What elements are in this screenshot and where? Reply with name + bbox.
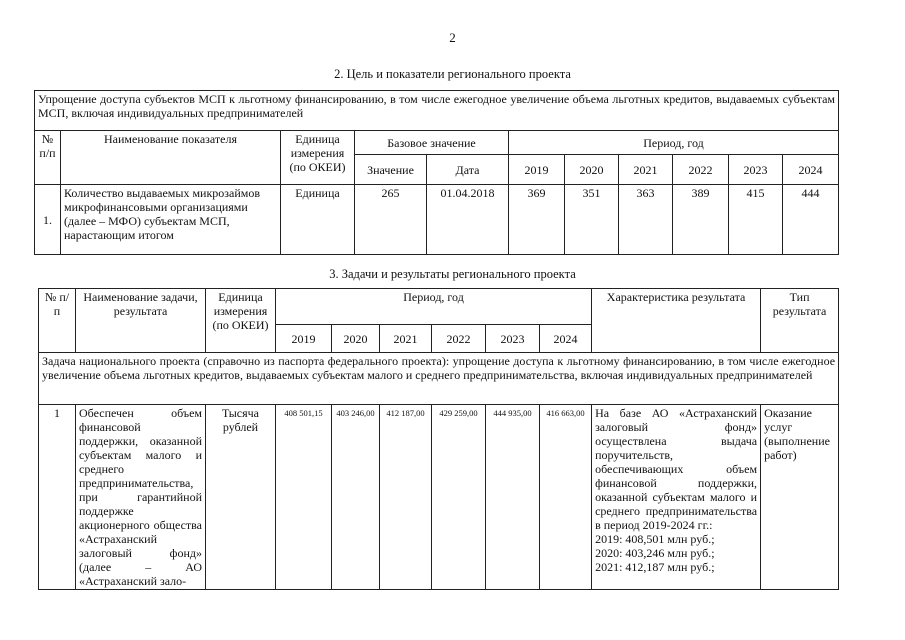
col-name-header: Наименование задачи, результата (76, 289, 206, 353)
col-unit-header: Единица измерения (по ОКЕИ) (281, 131, 355, 185)
results-table (38, 288, 839, 590)
table-row (39, 405, 839, 590)
row-unit: Единица (281, 185, 355, 255)
base-date: 01.04.2018 (427, 185, 509, 255)
year-value: 416 663,00 (540, 405, 592, 590)
col-period-header: Период, год (509, 131, 839, 155)
year-header: 2023 (729, 155, 783, 185)
result-type: Оказание услуг (выполнение работ) (761, 405, 839, 590)
section-2-title: 2. Цель и показатели регионального проекта (334, 67, 571, 81)
col-num-header: № п/п (39, 289, 76, 353)
year-header: 2022 (432, 325, 486, 353)
year-header: 2019 (276, 325, 332, 353)
col-period-header: Период, год (276, 289, 592, 325)
year-value: 444 (783, 185, 839, 255)
col-base-header: Базовое значение (355, 131, 509, 155)
year-header: 2024 (783, 155, 839, 185)
year-value: 351 (565, 185, 619, 255)
row-unit: Тысяча рублей (206, 405, 276, 590)
indicator-name: Количество выдаваемых микрозаймов микрофинансовыми организациями (далее – МФО) субъектам МСП, нарастающим итогом (61, 185, 281, 255)
characteristic-line: 2021: 412,187 млн руб.; (595, 560, 715, 574)
col-num-header: № п/п (35, 131, 61, 185)
row-num: 1 (39, 405, 76, 590)
year-header: 2021 (619, 155, 673, 185)
year-value: 415 (729, 185, 783, 255)
characteristic-text: На базе АО «Астраханский залоговый фонд» осуществлена выдача поручительств, обеспечивающих объем финансовой поддержки, оказанной субъектам малого и среднего предпринимательства в период 2019-2024 гг.: (595, 406, 758, 532)
year-value: 412 187,00 (380, 405, 432, 590)
year-header: 2019 (509, 155, 565, 185)
table-row (35, 185, 839, 255)
year-value: 363 (619, 185, 673, 255)
indicators-table (34, 90, 839, 255)
year-value: 429 259,00 (432, 405, 486, 590)
col-type-header: Тип результата (761, 289, 839, 353)
section-3-title: 3. Задачи и результаты регионального проекта (329, 267, 576, 281)
year-header: 2020 (565, 155, 619, 185)
year-value: 408 501,15 (276, 405, 332, 590)
project-goal: Упрощение доступа субъектов МСП к льготному финансированию, в том числе ежегодное увеличение объема льготных кредитов, выдаваемых субъектам МСП, включая индивидуальных предпринимателей (35, 91, 839, 131)
year-header: 2020 (332, 325, 380, 353)
year-value: 369 (509, 185, 565, 255)
base-value: 265 (355, 185, 427, 255)
national-task: Задача национального проекта (справочно из паспорта федерального проекта): упрощение доступа к льготному финансированию, в том числе ежегодное увеличение объема льготных кредитов, выдаваемых субъектам малого и среднего предпринимательства, включая индивидуальных предпринимателей (39, 353, 839, 405)
characteristic-line: 2020: 403,246 млн руб.; (595, 546, 715, 560)
year-value: 389 (673, 185, 729, 255)
page-number: 2 (449, 30, 456, 45)
result-characteristic (592, 405, 761, 590)
year-header: 2022 (673, 155, 729, 185)
col-char-header: Характеристика результата (592, 289, 761, 353)
year-header: 2023 (486, 325, 540, 353)
year-header: 2024 (540, 325, 592, 353)
col-value-header: Значение (355, 155, 427, 185)
year-value: 444 935,00 (486, 405, 540, 590)
year-value: 403 246,00 (332, 405, 380, 590)
year-header: 2021 (380, 325, 432, 353)
col-name-header: Наименование показателя (61, 131, 281, 185)
col-unit-header: Единица измерения (по ОКЕИ) (206, 289, 276, 353)
row-num: 1. (35, 185, 61, 255)
result-name: Обеспечен объем финансовой поддержки, оказанной субъектам малого и среднего предпринимательства, при гарантийной поддержке акционерного общества «Астраханский залоговый фонд» (далее – АО «Астраханский зало- (76, 405, 206, 590)
col-date-header: Дата (427, 155, 509, 185)
characteristic-line: 2019: 408,501 млн руб.; (595, 532, 715, 546)
